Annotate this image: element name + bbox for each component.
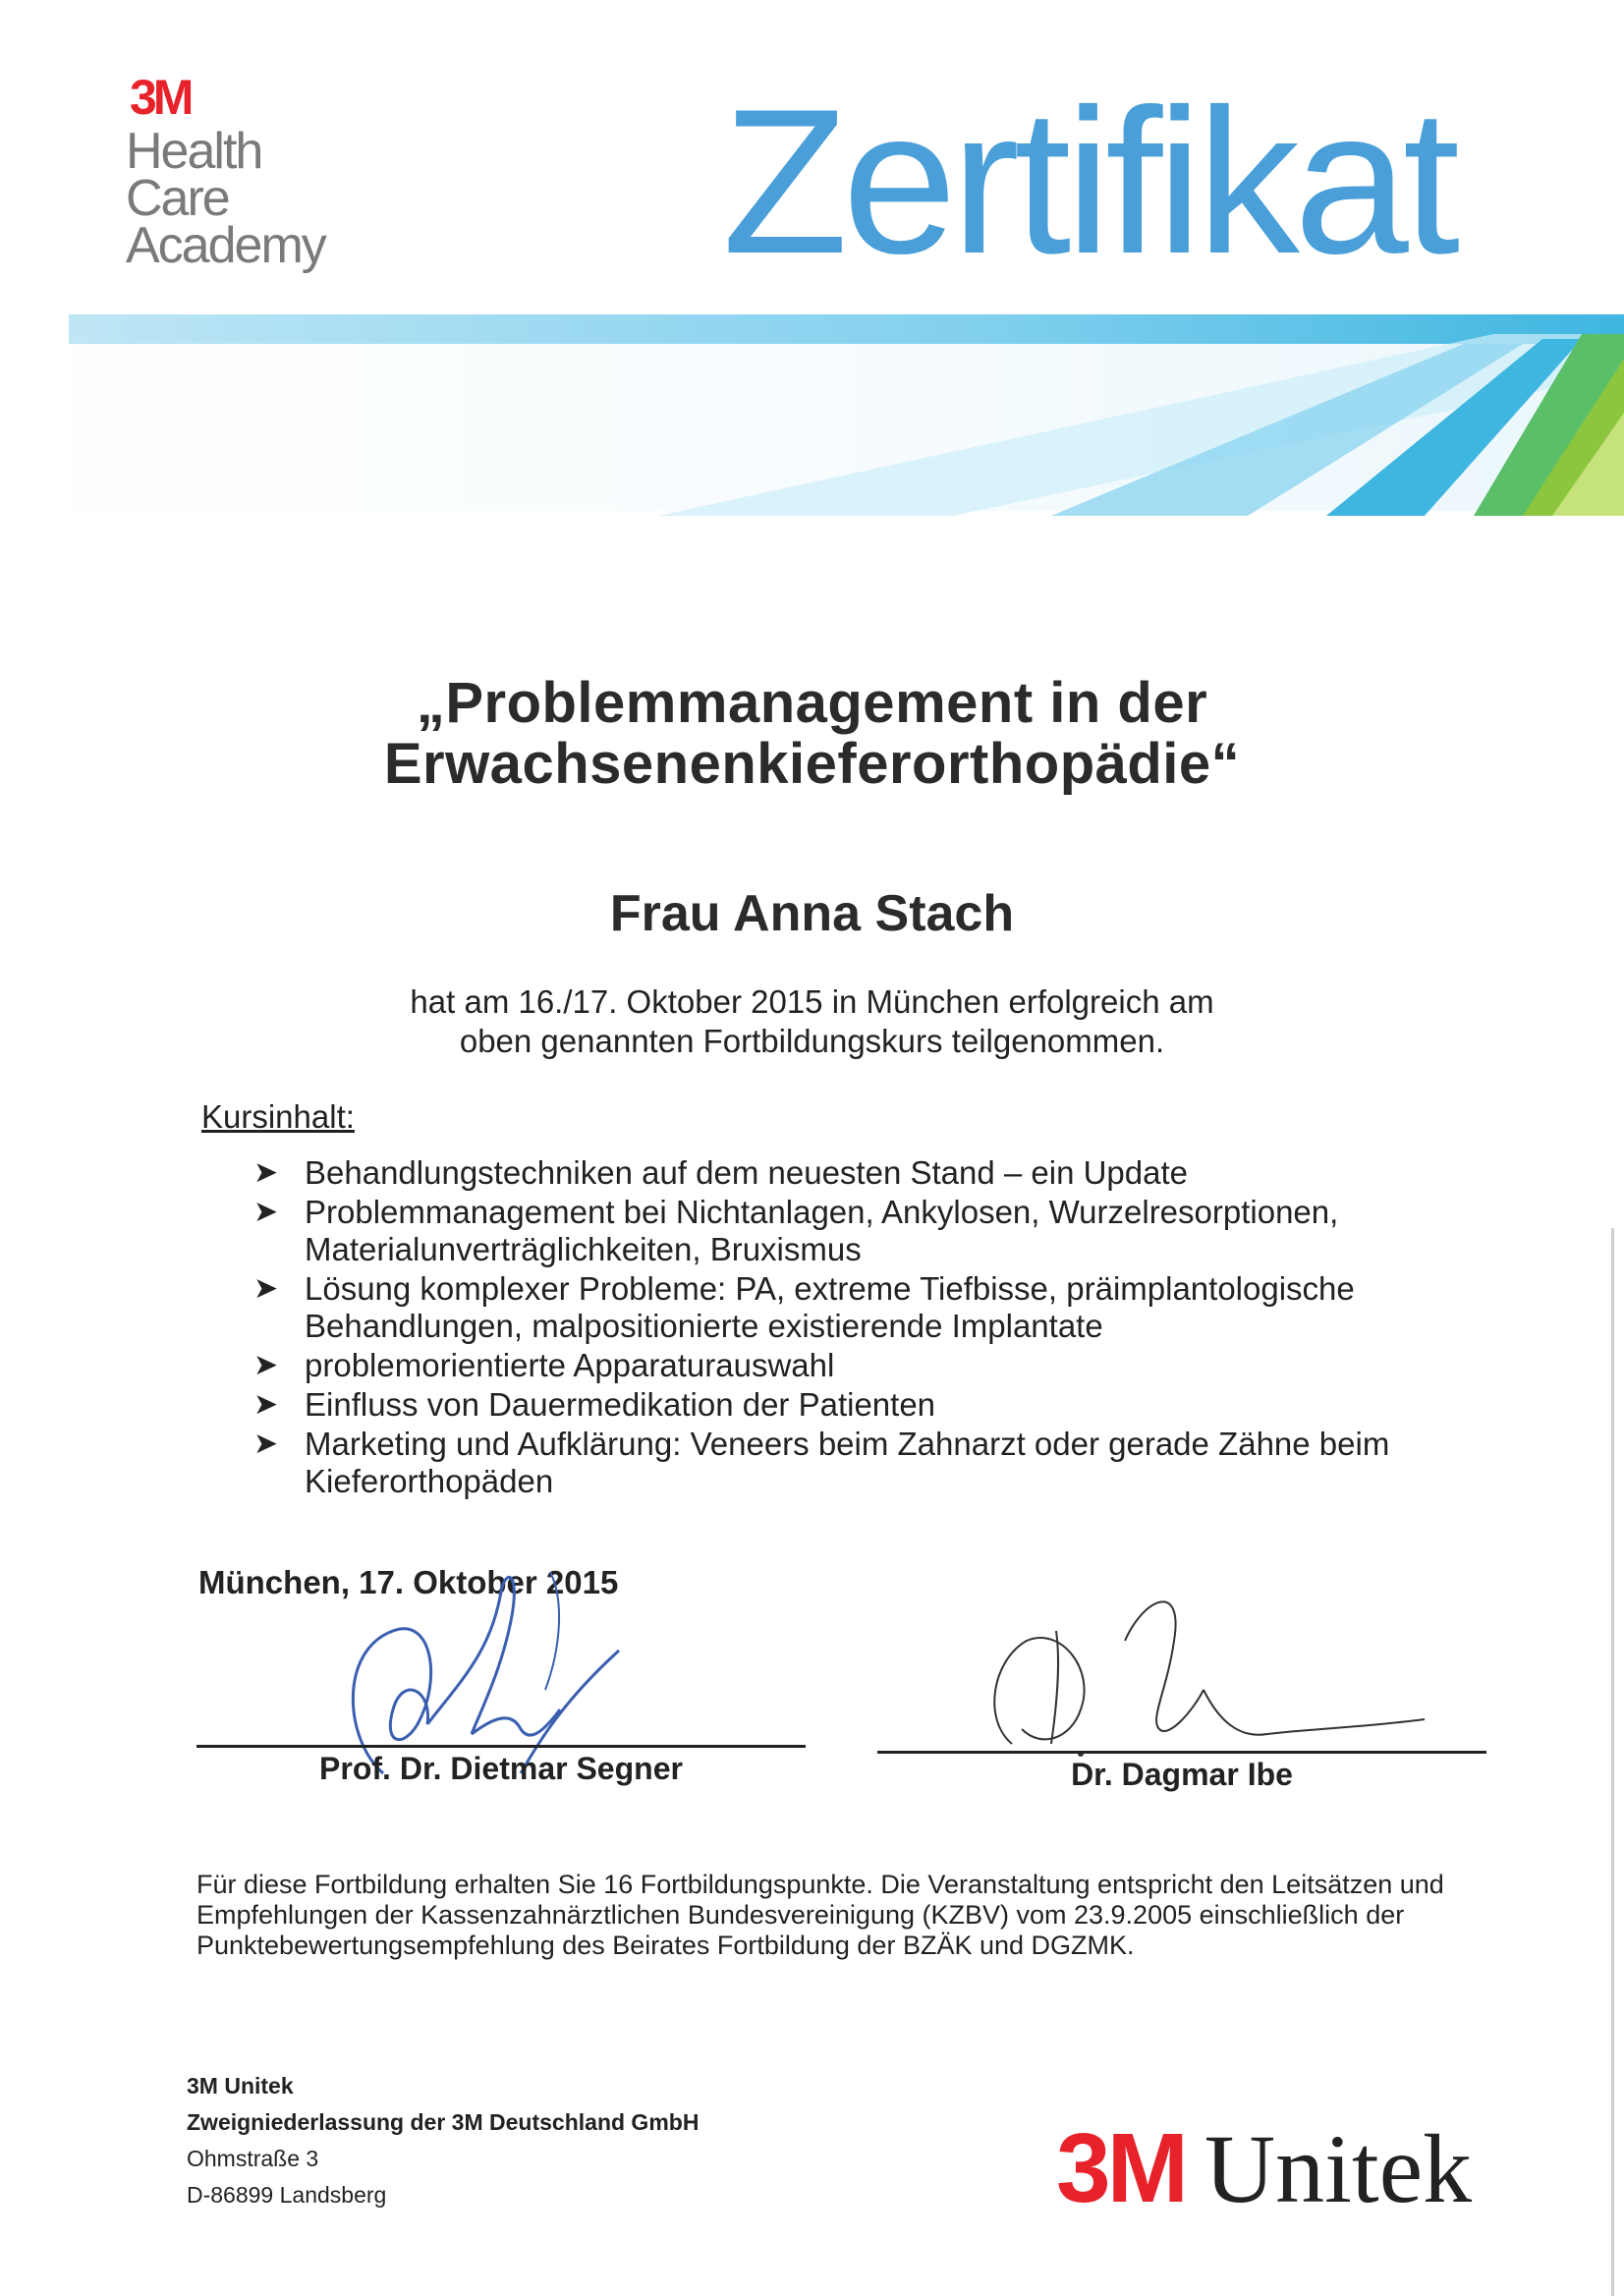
company-name: 3M Unitek: [187, 2073, 294, 2099]
signature-ibe: [973, 1572, 1434, 1759]
list-item-text: Marketing und Aufklärung: Veneers beim Zahnarzt oder gerade Zähne beim Kieferorthopäden: [305, 1426, 1390, 1499]
academy-name: [126, 123, 325, 274]
signatory-left-name: Prof. Dr. Dietmar Segner: [319, 1751, 683, 1786]
participation-statement: [0, 982, 1624, 1061]
academy-line-2: Care: [126, 170, 229, 227]
list-item-text: problemorientierte Apparaturauswahl: [305, 1347, 835, 1383]
list-item: [253, 1347, 1452, 1384]
list-item-text: Lösung komplexer Probleme: PA, extreme Tiefbisse, präimplantologische Behandlungen, malpositionierte existierende Implantate: [305, 1270, 1355, 1344]
points-line-2: Empfehlungen der Kassenzahnärztlichen Bundesvereinigung (KZBV) vom 23.9.2005 einschließlich der: [196, 1900, 1405, 1930]
signatory-right-name: Dr. Dagmar Ibe: [1071, 1757, 1293, 1792]
course-content-label: Kursinhalt:: [201, 1098, 355, 1135]
list-item: [253, 1426, 1452, 1500]
participation-line-1: hat am 16./17. Oktober 2015 in München erfolgreich am: [410, 983, 1214, 1020]
decorative-banner: [69, 314, 1624, 516]
academy-line-3: Academy: [126, 217, 325, 274]
certificate-title: Zertifikat: [722, 66, 1455, 297]
points-line-1: Für diese Fortbildung erhalten Sie 16 Fortbildungspunkte. Die Veranstaltung entspricht den Leitsätzen und: [196, 1870, 1444, 1899]
course-title-line-1: „Problemmanagement in der: [416, 671, 1208, 735]
arrow-bullet-icon: ➤: [253, 1349, 279, 1381]
course-title: [0, 673, 1624, 795]
points-line-3: Punktebewertungsempfehlung des Beirates Fortbildung der BZÄK und DGZMK.: [196, 1931, 1135, 1960]
list-item-text: Einfluss von Dauermedikation der Patienten: [305, 1386, 936, 1423]
list-item-text: Behandlungstechniken auf dem neuesten Stand – ein Update: [305, 1154, 1189, 1191]
arrow-bullet-icon: ➤: [253, 1428, 279, 1460]
company-city: D-86899 Landsberg: [187, 2182, 387, 2208]
course-content-list: [253, 1154, 1452, 1502]
arrow-bullet-icon: ➤: [253, 1196, 279, 1228]
place-date: München, 17. Oktober 2015: [198, 1564, 619, 1600]
3m-logo-mark: 3M: [130, 70, 191, 125]
list-item: [253, 1386, 1452, 1424]
list-item-text: Problemmanagement bei Nichtanlagen, Ankylosen, Wurzelresorptionen, Materialunverträglichkeiten, Bruxismus: [305, 1194, 1339, 1267]
company-address: [187, 2068, 699, 2213]
unitek-logo-mark: 3M: [1056, 2113, 1185, 2223]
points-statement: [196, 1870, 1503, 1961]
list-item: [253, 1194, 1452, 1268]
arrow-bullet-icon: ➤: [253, 1388, 279, 1421]
academy-line-1: Health: [126, 123, 262, 180]
3m-unitek-logo: [1056, 2112, 1472, 2225]
company-street: Ohmstraße 3: [187, 2146, 319, 2171]
arrow-bullet-icon: ➤: [253, 1156, 279, 1189]
unitek-logo-word: Unitek: [1204, 2114, 1473, 2223]
list-item: [253, 1154, 1452, 1192]
scan-edge: [1611, 1228, 1614, 2296]
signature-line-left: [196, 1745, 806, 1748]
banner-top-band: [69, 314, 1624, 344]
participation-line-2: oben genannten Fortbildungskurs teilgenommen.: [459, 1023, 1165, 1059]
list-item: [253, 1270, 1452, 1345]
signature-line-right: [877, 1751, 1486, 1754]
recipient-name: Frau Anna Stach: [609, 885, 1015, 942]
arrow-bullet-icon: ➤: [253, 1272, 279, 1305]
company-branch: Zweigniederlassung der 3M Deutschland GmbH: [187, 2109, 700, 2135]
course-title-line-2: Erwachsenenkieferorthopädie“: [383, 732, 1241, 796]
